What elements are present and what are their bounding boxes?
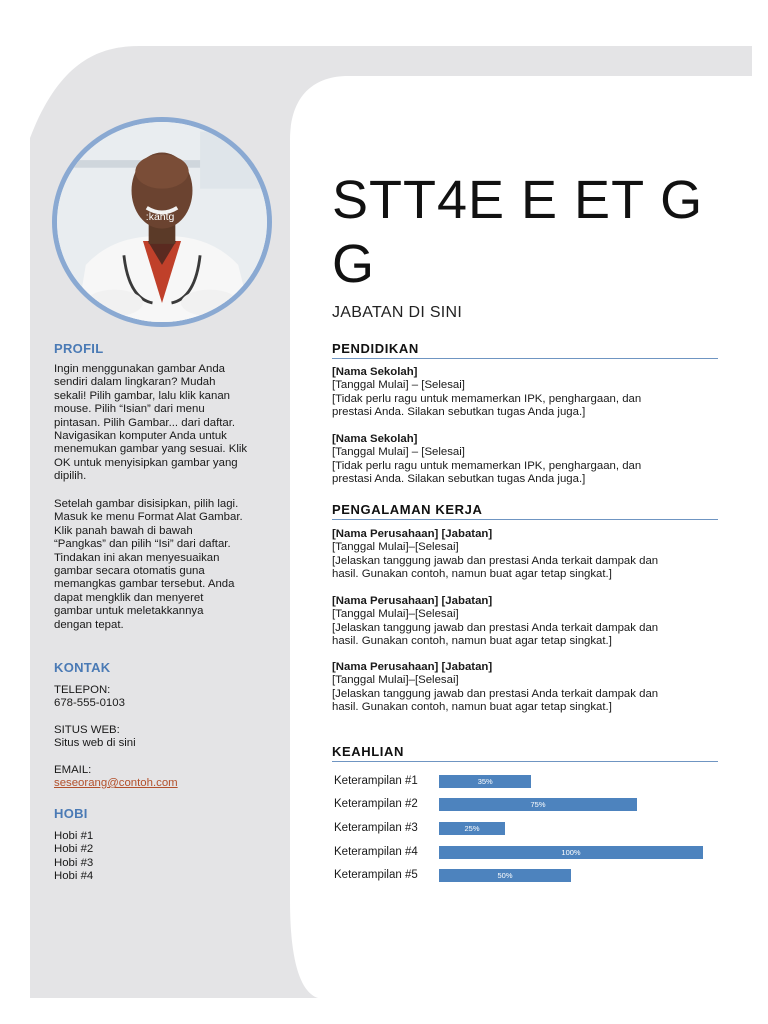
education-entry	[332, 433, 722, 487]
job-title: JABATAN DI SINI	[332, 304, 463, 321]
skill-row	[334, 821, 734, 835]
skill-bar	[439, 775, 531, 788]
phone-value: 678-555-0103	[54, 697, 125, 710]
hobbies-list	[54, 830, 276, 884]
hobbies-heading: HOBI	[54, 806, 88, 821]
experience-entry	[332, 595, 722, 649]
company-title: [Nama Perusahaan] [Jabatan]	[332, 528, 493, 540]
profile-line: OK untuk menyisipkan gambar yang	[54, 456, 238, 469]
skill-bar	[439, 798, 637, 811]
profile-line: gambar untuk meletakkannya	[54, 605, 204, 618]
experience-dates: [Tanggal Mulai]–[Selesai]	[332, 541, 459, 554]
experience-dates: [Tanggal Mulai]–[Selesai]	[332, 674, 459, 687]
skill-label: Keterampilan #3	[334, 822, 418, 834]
profile-line: menemukan gambar yang sesuai. Klik	[54, 443, 248, 456]
profile-heading: PROFIL	[54, 341, 104, 356]
profile-line: mouse. Pilih “Isian” dari menu	[54, 403, 205, 416]
profile-line: dapat mengklik dan menyeret	[54, 591, 204, 604]
experience-desc: hasil. Gunakan contoh, namun buat agar tetap singkat.]	[332, 701, 612, 714]
skill-label: Keterampilan #5	[334, 869, 418, 881]
profile-line: sendiri dalam lingkaran? Mudah	[54, 376, 216, 389]
school-name: [Nama Sekolah]	[332, 433, 418, 445]
profile-line: pintasan. Pilih Gambar... dari daftar.	[54, 416, 236, 429]
skills-heading: KEAHLIAN	[332, 744, 718, 762]
skill-value-label: 25%	[464, 824, 480, 833]
profile-line: “Pangkas” dan pilih “Isi” dari daftar.	[54, 538, 231, 551]
profile-line: Ingin menggunakan gambar Anda	[54, 363, 225, 375]
profile-line: dengan tepat.	[54, 618, 124, 631]
profile-line: Klik panah bawah di bawah	[54, 524, 193, 537]
skill-bar	[439, 822, 505, 835]
skill-label: Keterampilan #4	[334, 846, 418, 858]
skill-bar	[439, 846, 703, 859]
profile-line: memangkas gambar tersebut. Anda	[54, 578, 235, 591]
profile-photo[interactable]	[52, 117, 272, 327]
experience-desc: hasil. Gunakan contoh, namun buat agar tetap singkat.]	[332, 635, 612, 648]
education-dates: [Tanggal Mulai] – [Selesai]	[332, 446, 465, 459]
skill-row	[334, 868, 734, 882]
experience-entry	[332, 528, 722, 582]
profile-text-block-2	[54, 498, 276, 632]
website-label: SITUS WEB:	[54, 723, 120, 736]
skill-label: Keterampilan #1	[334, 775, 418, 787]
profile-paragraph-2	[54, 498, 276, 632]
profile-line: Navigasikan komputer Anda untuk	[54, 430, 227, 443]
skill-row	[334, 797, 734, 811]
experience-entry	[332, 661, 722, 715]
profile-line: Tindakan ini akan menyesuaikan	[54, 551, 220, 564]
experience-dates: [Tanggal Mulai]–[Selesai]	[332, 608, 459, 621]
profile-line: Masuk ke menu Format Alat Gambar.	[54, 511, 243, 524]
photo-overlay-text: :kahtg	[145, 212, 175, 224]
profile-line: gambar secara otomatis guna	[54, 565, 205, 578]
skill-label: Keterampilan #2	[334, 798, 418, 810]
profile-paragraph-1	[54, 363, 276, 484]
skill-row	[334, 845, 734, 859]
profile-line: Setelah gambar disisipkan, pilih lagi.	[54, 498, 239, 510]
website-value: Situs web di sini	[54, 737, 136, 750]
skill-row	[334, 774, 734, 788]
doctor-portrait-image	[57, 122, 267, 322]
profile-line: dipilih.	[54, 470, 87, 483]
contact-block	[54, 684, 276, 790]
skill-bar	[439, 869, 571, 882]
contact-heading: KONTAK	[54, 660, 111, 675]
phone-label: TELEPON:	[54, 684, 111, 696]
skill-value-label: 100%	[561, 848, 581, 857]
experience-desc: [Jelaskan tanggung jawab dan prestasi Anda terkait dampak dan	[332, 554, 659, 567]
name-title: STT4E E ET G G	[332, 170, 704, 294]
school-name: [Nama Sekolah]	[332, 366, 418, 378]
email-link[interactable]: seseorang@contoh.com	[54, 777, 178, 790]
experience-desc: [Jelaskan tanggung jawab dan prestasi Anda terkait dampak dan	[332, 687, 659, 700]
email-label: EMAIL:	[54, 763, 92, 776]
experience-desc: hasil. Gunakan contoh, namun buat agar tetap singkat.]	[332, 568, 612, 581]
education-heading: PENDIDIKAN	[332, 341, 718, 359]
skill-value-label: 50%	[497, 871, 513, 880]
hobby-item: Hobi #3	[54, 856, 94, 869]
education-entry	[332, 366, 722, 420]
profile-text-block	[54, 363, 276, 484]
education-desc: prestasi Anda. Silakan sebutkan tugas Anda juga.]	[332, 473, 586, 486]
experience-heading: PENGALAMAN KERJA	[332, 502, 718, 520]
education-desc: prestasi Anda. Silakan sebutkan tugas Anda juga.]	[332, 406, 586, 419]
company-title: [Nama Perusahaan] [Jabatan]	[332, 661, 493, 673]
company-title: [Nama Perusahaan] [Jabatan]	[332, 595, 493, 607]
education-desc: [Tidak perlu ragu untuk memamerkan IPK, penghargaan, dan	[332, 392, 642, 405]
hobby-item: Hobi #1	[54, 830, 94, 842]
profile-line: sekali! Pilih gambar, lalu klik kanan	[54, 389, 231, 402]
skill-value-label: 35%	[477, 777, 493, 786]
skill-value-label: 75%	[530, 800, 546, 809]
experience-desc: [Jelaskan tanggung jawab dan prestasi Anda terkait dampak dan	[332, 621, 659, 634]
education-desc: [Tidak perlu ragu untuk memamerkan IPK, penghargaan, dan	[332, 459, 642, 472]
hobby-item: Hobi #2	[54, 843, 94, 856]
education-dates: [Tanggal Mulai] – [Selesai]	[332, 379, 465, 392]
hobby-item: Hobi #4	[54, 870, 94, 883]
